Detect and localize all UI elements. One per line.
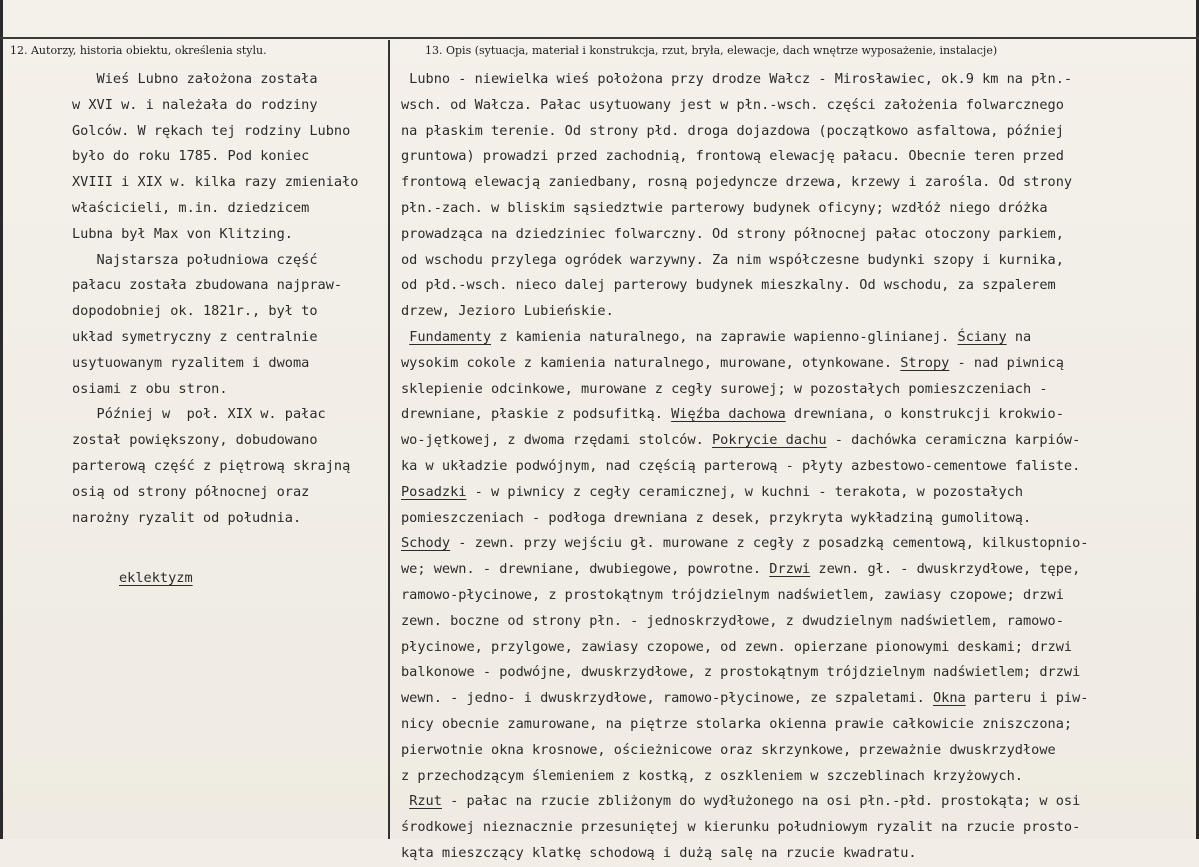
section-term: Ściany	[957, 328, 1007, 345]
text-segment: balkonowe - podwójne, dwuskrzydłowe, z prostokątnym trójdzielnym nadświetlem; drzwi	[401, 664, 1081, 681]
description-line	[401, 222, 1196, 248]
text-segment: wsch. od Wałcza. Pałac usytuowany jest w płn.-wsch. części założenia folwarcznego	[401, 96, 1064, 113]
history-line: XVIII i XIX w. kilka razy zmieniało	[72, 174, 359, 191]
text-segment: drzew, Jezioro Lubieńskie.	[401, 303, 614, 320]
description-line	[401, 660, 1196, 686]
history-text-column	[72, 67, 388, 531]
history-line: Najstarsza południowa część	[72, 251, 318, 268]
text-segment: wewn. - jedno- i dwuskrzydłowe, ramowo-płycinowe, ze szpaletami.	[401, 690, 933, 707]
text-segment: kąta mieszczący klatkę schodową i dużą salę na rzucie kwadratu.	[401, 844, 917, 861]
description-line	[401, 557, 1196, 583]
description-line	[401, 248, 1196, 274]
description-line	[401, 377, 1196, 403]
description-line	[401, 480, 1196, 506]
text-segment: z przechodzącym ślemieniem z kostką, z oszkleniem w szczeblinach krzyżowych.	[401, 767, 1023, 784]
description-line	[401, 635, 1196, 661]
description-line	[401, 428, 1196, 454]
text-segment: - pałac na rzucie zbliżonym do wydłużonego na osi płn.-płd. prostokąta; w osi	[441, 793, 1081, 810]
description-text-column	[401, 67, 1196, 867]
history-line: Golców. W rękach tej rodziny Lubno	[72, 122, 351, 139]
history-line: w XVI w. i należała do rodziny	[72, 96, 318, 113]
text-segment: sklepienie odcinkowe, murowane z cegły surowej; w pozostałych pomieszczeniach -	[401, 380, 1048, 397]
description-line	[401, 712, 1196, 738]
history-line: Wieś Lubno założona została	[72, 71, 318, 87]
section-term: Fundamenty	[409, 328, 492, 345]
text-segment: pierwotnie okna krosnowe, ościeżnicowe oraz skrzynkowe, przeważnie dwuskrzydłowe	[401, 741, 1056, 758]
text-segment: nicy obecnie zamurowane, na piętrze stolarka okienna prawie całkowicie zniszczona;	[401, 715, 1073, 732]
section-term: Pokrycie dachu	[712, 432, 827, 449]
text-segment: - w piwnicy z cegły ceramicznej, w kuchni - terakota, w pozostałych	[466, 483, 1024, 500]
description-line	[401, 506, 1196, 532]
history-line: dopodobniej ok. 1821r., był to	[72, 303, 318, 320]
description-line	[401, 170, 1196, 196]
history-line: Lubna był Max von Klitzing.	[72, 225, 293, 242]
left-border	[0, 0, 3, 839]
text-segment: od płd.-wsch. nieco dalej parterowy budynek mieszkalny. Od wschodu, za szpalerem	[401, 277, 1056, 294]
history-line: narożny ryzalit od południa.	[72, 509, 302, 526]
section-13-header: 13. Opis (sytuacja, materiał i konstrukcja, rzut, bryła, elewacje, dach wnętrze wyposażenie, instalacje)	[425, 44, 998, 57]
description-line	[401, 93, 1196, 119]
text-segment: ramowo-płycinowe, z prostokątnym trójdzielnym nadświetlem, zawiasy czopowe; drzwi	[401, 586, 1064, 603]
text-segment: środkowej nieznacznie przesuniętej w kierunku południowym ryzalit na rzucie prosto-	[401, 819, 1081, 836]
section-term: Stropy	[900, 354, 950, 371]
text-segment: Lubno - niewielka wieś położona przy drodze Wałcz - Mirosławiec, ok.9 km na płn.-	[401, 71, 1073, 87]
text-segment: na	[1006, 328, 1032, 345]
description-line	[401, 454, 1196, 480]
section-term: Drzwi	[769, 561, 811, 578]
description-line	[401, 67, 1196, 93]
description-line	[401, 119, 1196, 145]
text-segment: drewniana, o konstrukcji krokwio-	[785, 406, 1064, 423]
description-line	[401, 764, 1196, 790]
history-line: usytuowanym ryzalitem i dwoma	[72, 354, 310, 371]
history-line: Później w poł. XIX w. pałac	[72, 406, 326, 423]
history-line: osią od strony północnej oraz	[72, 483, 310, 500]
description-line	[401, 609, 1196, 635]
description-line	[401, 815, 1196, 841]
text-segment: ka w układzie podwójnym, nad częścią parterową - płyty azbestowo-cementowe faliste.	[401, 457, 1081, 474]
description-line	[401, 196, 1196, 222]
text-segment: z kamienia naturalnego, na zaprawie wapienno-glinianej.	[491, 328, 958, 345]
text-segment: zewn. gł. - dwuskrzydłowe, tępe,	[810, 561, 1081, 578]
history-line: było do roku 1785. Pod koniec	[72, 148, 310, 165]
description-line	[401, 531, 1196, 557]
section-term: Rzut	[409, 793, 442, 810]
text-segment: drewniane, płaskie z podsufitką.	[401, 406, 672, 423]
column-divider	[388, 40, 390, 839]
text-segment: gruntowa) prowadzi przed zachodnią, frontową elewację pałacu. Obecnie teren przed	[401, 148, 1064, 165]
text-segment: parteru i piw-	[965, 690, 1089, 707]
description-line	[401, 402, 1196, 428]
section-term: Posadzki	[401, 483, 467, 500]
description-line	[401, 738, 1196, 764]
text-segment: - dachówka ceramiczna karpiów-	[826, 432, 1081, 449]
description-line	[401, 841, 1196, 867]
description-line	[401, 789, 1196, 815]
text-segment: - zewn. przy wejściu gł. murowane z cegły z posadzką cementową, kilkustopnio-	[450, 535, 1089, 552]
text-segment: płycinowe, przylgowe, zawiasy czopowe, od zewn. opierzane pionowymi deskami; drzwi	[401, 638, 1073, 655]
history-line: pałacu została zbudowana najpraw-	[72, 277, 343, 294]
text-segment: pomieszczeniach - podłoga drewniana z desek, przykryta wykładziną gumolitową.	[401, 509, 1032, 526]
text-segment: - nad piwnicą	[949, 354, 1064, 371]
history-line: parterową część z piętrową skrajną	[72, 457, 351, 474]
text-segment: prowadząca na dziedziniec folwarczny. Od strony północnej pałac otoczony parkiem,	[401, 225, 1064, 242]
description-line	[401, 299, 1196, 325]
section-term: Okna	[932, 690, 966, 707]
text-segment: wo-jętkowej, z dwoma rzędami stolców.	[401, 432, 712, 449]
text-segment: płn.-zach. w bliskim sąsiedztwie parterowy budynek oficyny; wzdłóż niego dróżka	[401, 199, 1048, 216]
history-line: układ symetryczny z centralnie	[72, 328, 318, 345]
description-line	[401, 273, 1196, 299]
text-segment	[401, 329, 409, 345]
text-segment: na płaskim terenie. Od strony płd. droga dojazdowa (początkowo asfaltowa, później	[401, 122, 1064, 139]
description-line	[401, 351, 1196, 377]
text-segment: we; wewn. - drewniane, dwubiegowe, powrotne.	[401, 561, 770, 578]
history-line: został powiększony, dobudowano	[72, 432, 318, 449]
section-term: Schody	[401, 535, 451, 552]
section-term: Więźba dachowa	[671, 406, 786, 423]
text-segment: wysokim cokole z kamienia naturalnego, murowane, otynkowane.	[401, 354, 901, 371]
history-line: właścicieli, m.in. dziedzicem	[72, 199, 310, 216]
top-rule	[0, 37, 1199, 39]
text-segment: od wschodu przylega ogródek warzywny. Za nim współczesne budynki szopy i kurnika,	[401, 251, 1064, 268]
style-term: eklektyzm	[119, 570, 193, 586]
text-segment: zewn. boczne od strony płn. - jednoskrzydłowe, z dwudzielnym nadświetlem, ramowo-	[401, 612, 1064, 629]
description-line	[401, 583, 1196, 609]
text-segment: frontową elewacją zaniedbany, rosną pojedyncze drzewa, krzewy i zarośla. Od strony	[401, 174, 1073, 191]
description-line	[401, 325, 1196, 351]
section-12-header: 12. Autorzy, historia obiektu, określenia stylu.	[10, 44, 267, 57]
description-line	[401, 686, 1196, 712]
text-segment	[401, 793, 409, 809]
description-line	[401, 144, 1196, 170]
history-line: osiami z obu stron.	[72, 380, 228, 397]
